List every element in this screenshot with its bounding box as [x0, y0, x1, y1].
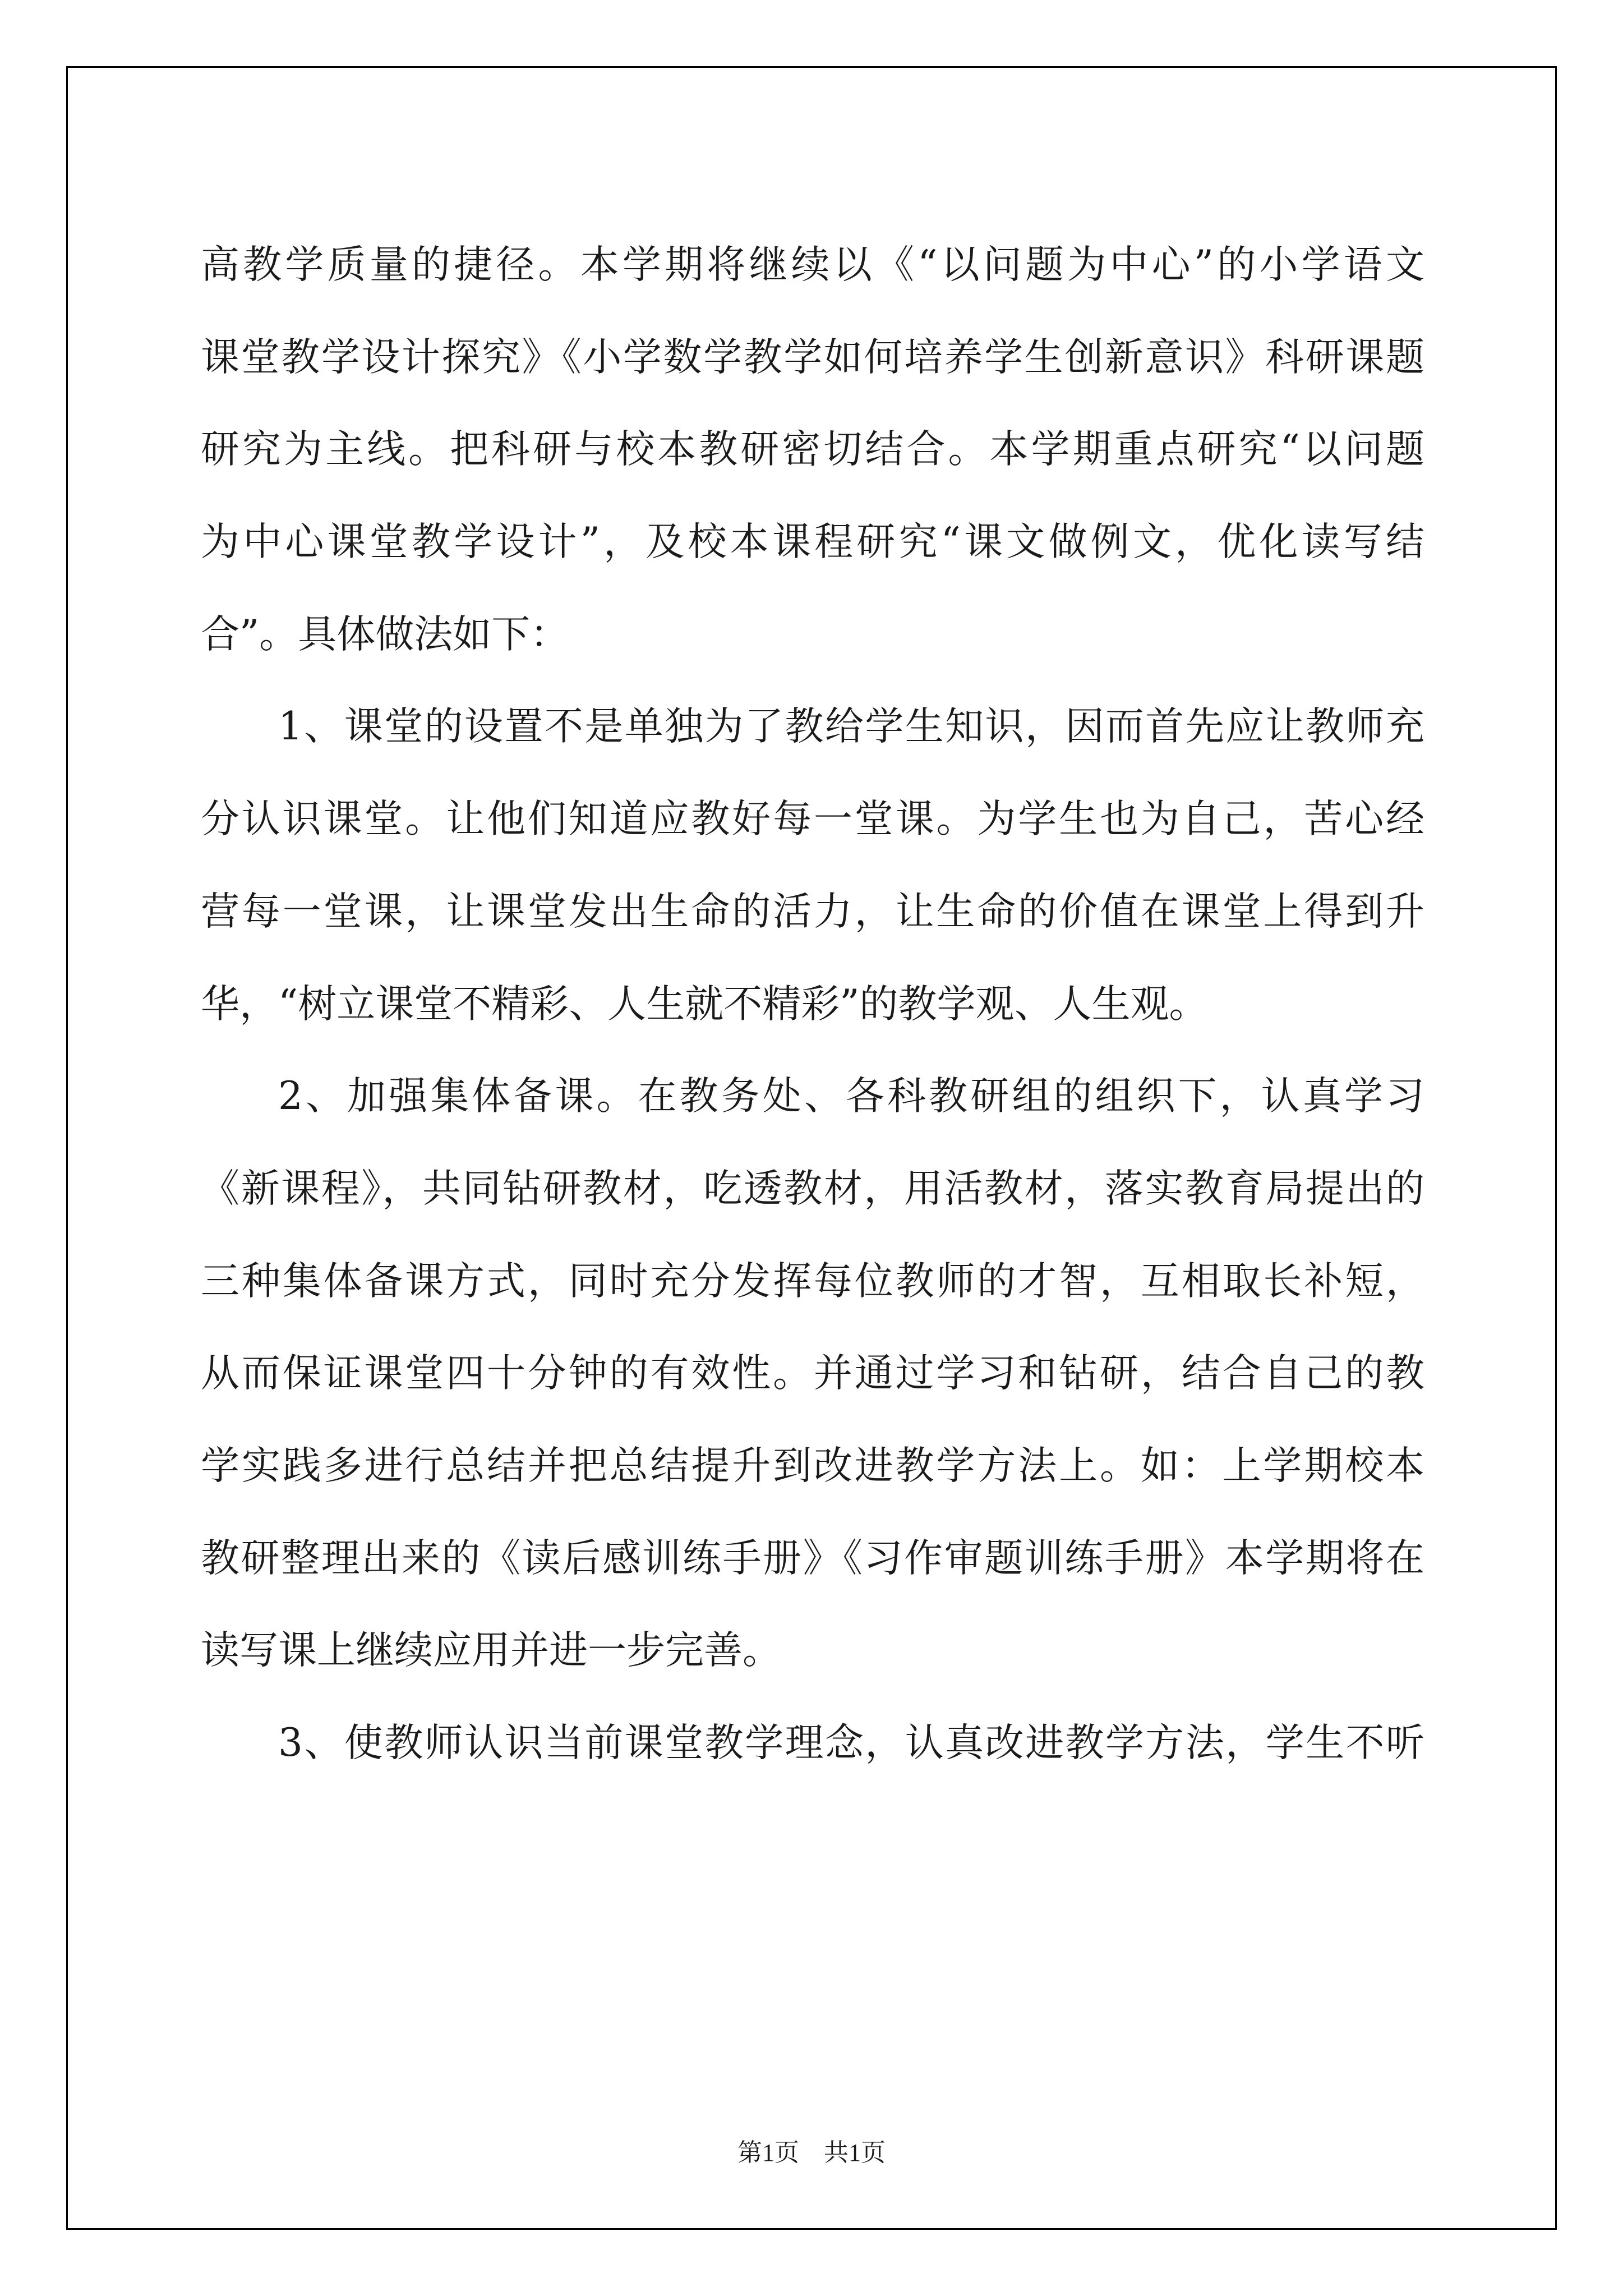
paragraph-continuation	[201, 219, 1424, 680]
text-line: 三种集体备课方式，同时充分发挥每位教师的才智，互相取长补短，	[201, 1258, 1424, 1304]
text-line: 学实践多进行总结并把总结提升到改进教学方法上。如：上学期校本	[201, 1443, 1424, 1488]
paragraph-item-3	[201, 1697, 1424, 1789]
text-line: 2、加强集体备课。在教务处、各科教研组的组织下，认真学习	[278, 1074, 1424, 1119]
text-line: 3、使教师认识当前课堂教学理念，认真改进教学方法，学生不听	[278, 1720, 1424, 1765]
text-line: 1、课堂的设置不是单独为了教给学生知识，因而首先应让教师充	[278, 704, 1424, 749]
document-body	[201, 219, 1424, 1789]
paragraph-item-2	[201, 1050, 1424, 1697]
text-line: 课堂教学设计探究》《小学数学教学如何培养学生创新意识》科研课题	[201, 334, 1424, 380]
text-line: 营每一堂课，让课堂发出生命的活力，让生命的价值在课堂上得到升	[201, 889, 1424, 934]
text-line: 教研整理出来的《读后感训练手册》《习作审题训练手册》本学期将在	[201, 1535, 1424, 1581]
text-line: 合”。具体做法如下：	[201, 611, 569, 657]
text-line: 研究为主线。把科研与校本教研密切结合。本学期重点研究“以问题	[201, 427, 1424, 472]
paragraph-item-1	[201, 680, 1424, 1050]
page-number-footer: 第1页 共1页	[737, 2139, 886, 2166]
text-line: 读写课上继续应用并进一步完善。	[201, 1628, 781, 1673]
text-line: 从而保证课堂四十分钟的有效性。并通过学习和钻研，结合自己的教	[201, 1351, 1424, 1396]
text-line: 为中心课堂教学设计”，及校本课程研究“课文做例文，优化读写结	[201, 519, 1424, 565]
text-line: 分认识课堂。让他们知道应教好每一堂课。为学生也为自己，苦心经	[201, 797, 1424, 842]
text-line: 《新课程》，共同钻研教材，吃透教材，用活教材，落实教育局提出的	[201, 1166, 1424, 1211]
text-line: 华，“树立课堂不精彩、人生就不精彩”的教学观、人生观。	[201, 981, 1208, 1027]
text-line: 高教学质量的捷径。本学期将继续以《“以问题为中心”的小学语文	[201, 242, 1424, 287]
